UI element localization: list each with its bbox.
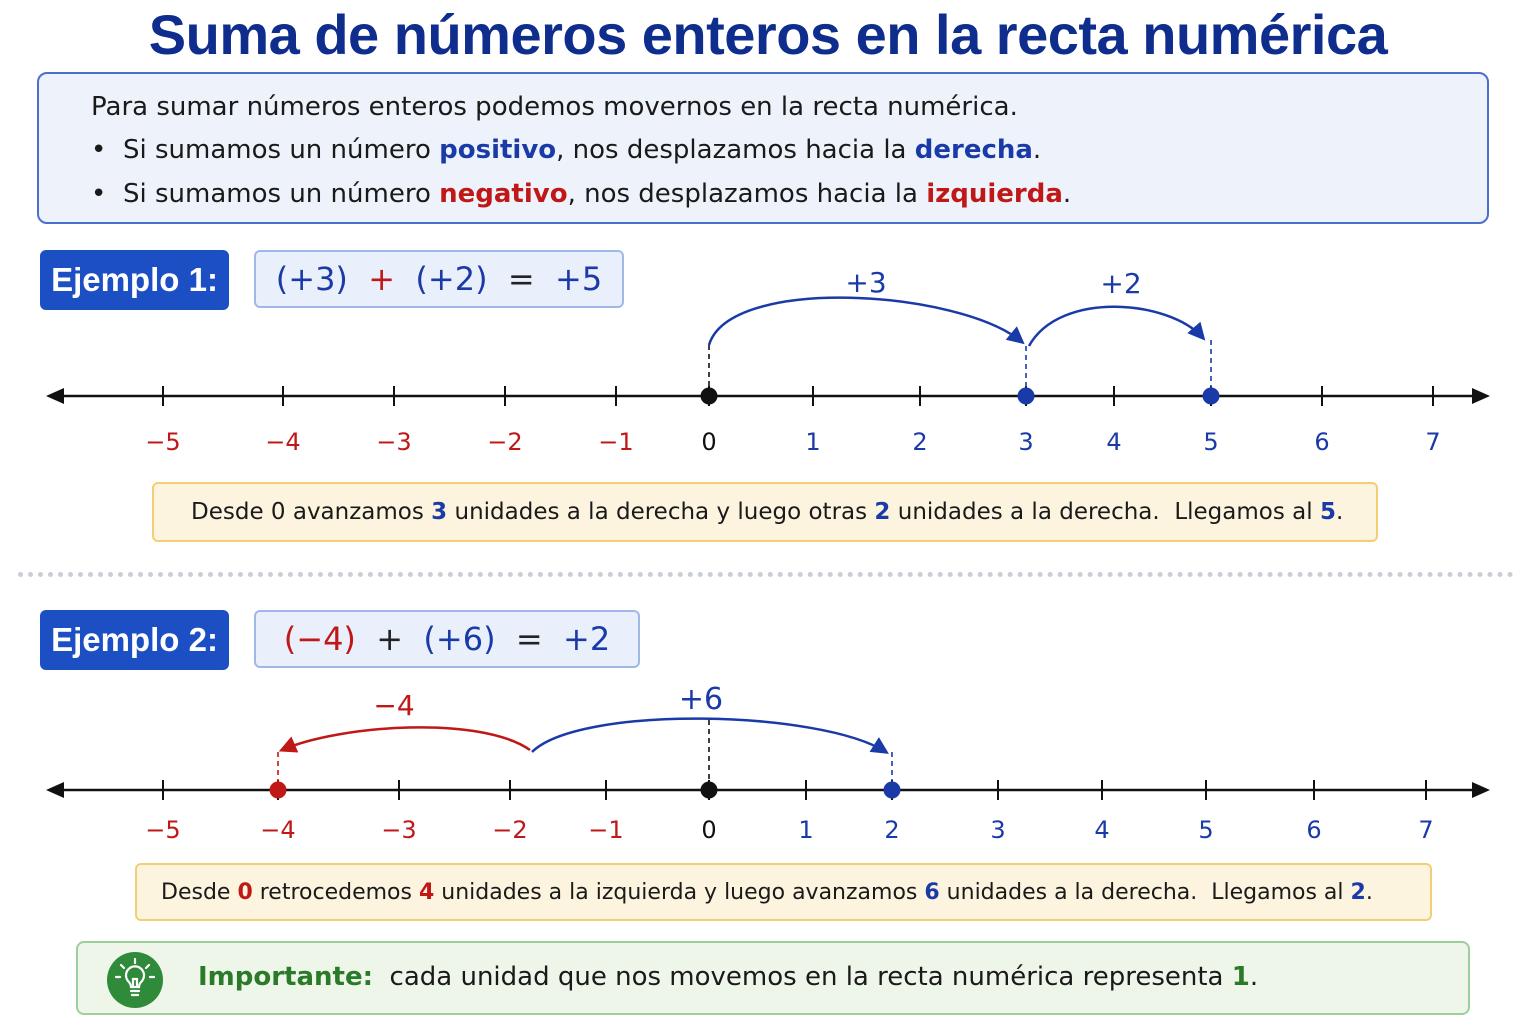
- eq-term: (+2): [415, 260, 488, 298]
- number: 2: [1350, 880, 1366, 905]
- important-box: [76, 941, 1470, 1015]
- lightbulb-icon: [106, 951, 164, 1009]
- tick-label: 6: [1314, 428, 1330, 456]
- text: cada unidad que nos movemos en la recta numérica representa: [373, 962, 1232, 992]
- tick-label: −5: [145, 428, 181, 456]
- text: unidades a la derecha. Llegamos al: [939, 880, 1351, 905]
- eq-equals: =: [507, 260, 535, 298]
- text: Si sumamos un número: [123, 179, 440, 209]
- tick-label: −1: [598, 428, 634, 456]
- jump-arc: [282, 727, 530, 750]
- text: .: [1249, 962, 1259, 992]
- tick-label: 7: [1425, 428, 1441, 456]
- tick-label: 1: [805, 428, 821, 456]
- section-divider: [18, 572, 1514, 577]
- emphasis-positivo: positivo: [439, 135, 557, 165]
- tick-label: 3: [990, 816, 1006, 844]
- text: , nos desplazamos hacia la: [556, 135, 915, 165]
- bullet-icon: •: [91, 135, 107, 165]
- jump-label: +2: [1100, 267, 1142, 300]
- tick-label: −3: [381, 816, 417, 844]
- text: unidades a la derecha. Llegamos al: [890, 499, 1320, 525]
- point-marker: [270, 782, 287, 799]
- example-1-explanation: [152, 482, 1378, 542]
- tick-label: 1: [798, 816, 814, 844]
- number: 1: [1231, 962, 1250, 992]
- emphasis-negativo: negativo: [439, 179, 568, 209]
- eq-term: (+3): [275, 260, 348, 298]
- tick-label: 3: [1018, 428, 1034, 456]
- tick-label: −4: [260, 816, 296, 844]
- number: 3: [431, 499, 448, 525]
- tick-label: 0: [701, 428, 717, 456]
- text: Si sumamos un número: [123, 135, 440, 165]
- axis-arrow-left: [46, 782, 64, 798]
- eq-result: +2: [563, 620, 611, 658]
- intro-box: [37, 72, 1489, 224]
- tick-label: −3: [376, 428, 412, 456]
- example-2-badge: Ejemplo 2:: [40, 610, 229, 670]
- eq-term: (−4): [283, 620, 356, 658]
- tick-label: 4: [1094, 816, 1110, 844]
- example-2-explanation: [135, 863, 1432, 921]
- eq-operator: +: [376, 620, 404, 658]
- intro-bullet-positive: [91, 135, 1041, 165]
- tick-label: −5: [145, 816, 181, 844]
- number-line-1: [0, 240, 1536, 470]
- intro-bullet-negative: [91, 179, 1071, 209]
- number: 6: [924, 880, 940, 905]
- point-marker: [884, 782, 901, 799]
- text: , nos desplazamos hacia la: [567, 179, 927, 209]
- example-2-equation: [254, 610, 640, 668]
- emphasis-izquierda: izquierda: [926, 179, 1063, 209]
- text: unidades a la derecha y luego otras: [447, 499, 875, 525]
- text: unidades a la izquierda y luego avanzamos: [434, 880, 925, 905]
- tick-label: 2: [884, 816, 900, 844]
- jump-label: +6: [678, 682, 724, 717]
- eq-term: (+6): [423, 620, 496, 658]
- tick-label: 0: [701, 816, 717, 844]
- tick-label: −2: [492, 816, 528, 844]
- jump-arc: [709, 298, 1022, 345]
- jump-label: +3: [845, 266, 887, 299]
- number: 4: [418, 880, 435, 905]
- tick-label: 5: [1203, 428, 1219, 456]
- emphasis-derecha: derecha: [914, 135, 1033, 165]
- point-marker: [701, 388, 718, 405]
- important-label: Importante:: [198, 962, 374, 992]
- tick-label: −2: [487, 428, 523, 456]
- page-title: Suma de números enteros en la recta numérica: [148, 3, 1388, 66]
- number: 0: [237, 880, 253, 905]
- axis-arrow-right: [1472, 782, 1490, 798]
- tick-label: 2: [912, 428, 928, 456]
- jump-arc: [1029, 307, 1203, 346]
- tick-label: 7: [1418, 816, 1434, 844]
- text: retrocedemos: [252, 880, 419, 905]
- important-text: [198, 962, 1258, 992]
- tick-label: −4: [265, 428, 301, 456]
- example-1-badge: Ejemplo 1:: [40, 250, 229, 310]
- text: .: [1335, 499, 1344, 525]
- point-marker: [701, 782, 718, 799]
- eq-operator: +: [368, 260, 396, 298]
- tick-label: 4: [1106, 428, 1122, 456]
- axis-arrow-left: [46, 388, 64, 404]
- eq-result: +5: [555, 260, 603, 298]
- text: .: [1032, 135, 1042, 165]
- jump-label: −4: [373, 689, 415, 722]
- number: 2: [874, 499, 891, 525]
- bullet-icon: •: [91, 179, 107, 209]
- number-line-2: [0, 670, 1536, 860]
- point-marker: [1203, 388, 1220, 405]
- point-marker: [1018, 388, 1035, 405]
- eq-equals: =: [515, 620, 543, 658]
- text: .: [1365, 880, 1373, 905]
- text: .: [1062, 179, 1072, 209]
- axis-arrow-right: [1472, 388, 1490, 404]
- number: 5: [1319, 499, 1336, 525]
- tick-label: 6: [1306, 816, 1322, 844]
- intro-line: Para sumar números enteros podemos movernos en la recta numérica.: [91, 92, 1018, 122]
- text: Desde 0 avanzamos: [191, 499, 432, 525]
- tick-label: 5: [1198, 816, 1214, 844]
- tick-label: −1: [588, 816, 624, 844]
- text: Desde: [161, 880, 238, 905]
